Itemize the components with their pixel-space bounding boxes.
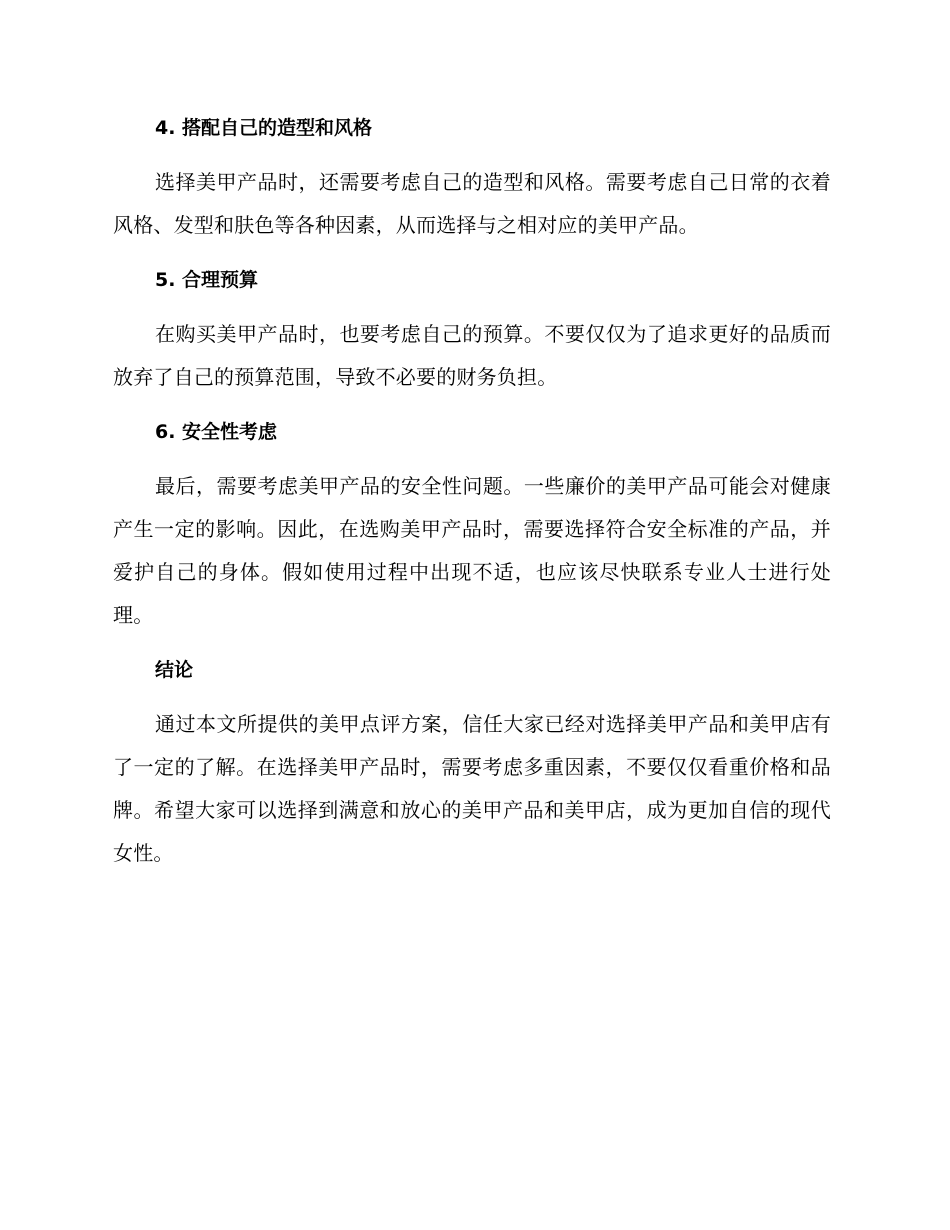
section-heading: 6. 安全性考虑 [155, 421, 278, 443]
section-conclusion [113, 650, 831, 875]
section-paragraph: 选择美甲产品时，还需要考虑自己的造型和风格。需要考虑自己日常的衣着风格、发型和肤色等各种因素，从而选择与之相对应的美甲产品。 [113, 170, 831, 237]
document-page [113, 108, 831, 888]
section-paragraph: 最后，需要考虑美甲产品的安全性问题。一些廉价的美甲产品可能会对健康产生一定的影响。因此，在选购美甲产品时，需要选择符合安全标准的产品，并爱护自己的身体。假如使用过程中出现不适，也应该尽快联系专业人士进行处理。 [113, 474, 831, 627]
section-safety [113, 412, 831, 637]
section-styling [113, 108, 831, 247]
section-paragraph: 在购买美甲产品时，也要考虑自己的预算。不要仅仅为了追求更好的品质而放弃了自己的预算范围，导致不必要的财务负担。 [113, 322, 831, 389]
section-heading: 结论 [155, 659, 194, 681]
section-paragraph: 通过本文所提供的美甲点评方案，信任大家已经对选择美甲产品和美甲店有了一定的了解。在选择美甲产品时，需要考虑多重因素，不要仅仅看重价格和品牌。希望大家可以选择到满意和放心的美甲产品和美甲店，成为更加自信的现代女性。 [113, 712, 831, 865]
section-heading: 4. 搭配自己的造型和风格 [155, 117, 373, 139]
section-budget [113, 260, 831, 399]
section-heading: 5. 合理预算 [155, 269, 259, 291]
